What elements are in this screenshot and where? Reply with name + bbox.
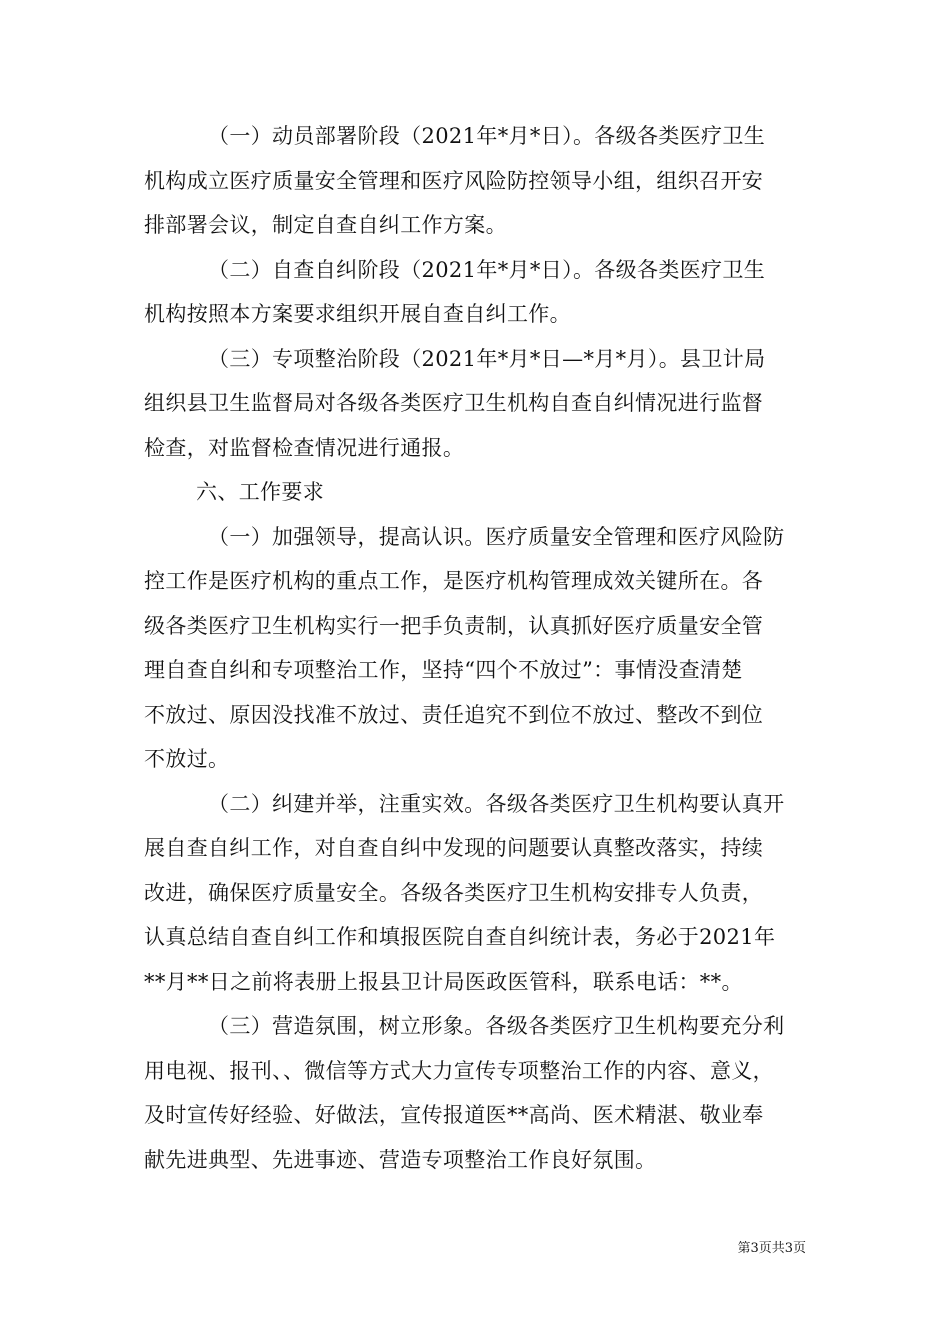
section-heading: 六、工作要求 — [196, 480, 325, 504]
paragraph-line: 用电视、报刊、、微信等方式大力宣传专项整治工作的内容、意义， — [144, 1058, 774, 1083]
paragraph-line: 不放过。 — [144, 747, 230, 771]
paragraph-line: 机构成立医疗质量安全管理和医疗风险防控领导小组，组织召开安 — [144, 168, 764, 193]
document-body — [144, 114, 824, 1182]
paragraph-line: （一）动员部署阶段（2021年*月*日）。各级各类医疗卫生 — [208, 124, 766, 148]
paragraph-line: 检查，对监督检查情况进行通报。 — [144, 435, 465, 460]
paragraph-line: **月**日之前将表册上报县卫计局医政医管科，联系电话：**。 — [144, 969, 743, 994]
paragraph-line: （三）专项整治阶段（2021年*月*日—*月*月）。县卫计局 — [208, 346, 766, 371]
paragraph-line: 级各类医疗卫生机构实行一把手负责制，认真抓好医疗质量安全管 — [144, 613, 764, 638]
paragraph-line: 献先进典型、先进事迹、营造专项整治工作良好氛围。 — [144, 1147, 657, 1172]
paragraph-line: 改进，确保医疗质量安全。各级各类医疗卫生机构安排专人负责， — [144, 880, 764, 905]
paragraph-line: 排部署会议，制定自查自纠工作方案。 — [144, 213, 507, 237]
paragraph-line: 机构按照本方案要求组织开展自查自纠工作。 — [144, 302, 571, 326]
paragraph-line: 控工作是医疗机构的重点工作，是医疗机构管理成效关键所在。各 — [144, 569, 764, 593]
paragraph-line: 组织县卫生监督局对各级各类医疗卫生机构自查自纠情况进行监督 — [144, 391, 764, 415]
paragraph-line: （二）纠建并举，注重实效。各级各类医疗卫生机构要认真开 — [208, 791, 785, 816]
paragraph-line: 展自查自纠工作，对自查自纠中发现的问题要认真整改落实，持续 — [144, 836, 764, 860]
paragraph-line: 及时宣传好经验、好做法，宣传报道医**高尚、医术精湛、敬业奉 — [144, 1103, 764, 1127]
paragraph-line: 认真总结自查自纠工作和填报医院自查自纠统计表，务必于2021年 — [144, 925, 776, 949]
paragraph-line: （一）加强领导，提高认识。医疗质量安全管理和医疗风险防 — [208, 524, 785, 549]
paragraph-line: （三）营造氛围，树立形象。各级各类医疗卫生机构要充分利 — [208, 1014, 785, 1038]
paragraph-line: （二）自查自纠阶段（2021年*月*日）。各级各类医疗卫生 — [208, 257, 766, 282]
paragraph-line: 不放过、原因没找准不放过、责任追究不到位不放过、整改不到位 — [144, 702, 764, 727]
page-number: 第3页共3页 — [737, 1241, 806, 1256]
paragraph-line: 理自查自纠和专项整治工作，坚持“四个不放过”：事情没查清楚 — [144, 658, 743, 682]
